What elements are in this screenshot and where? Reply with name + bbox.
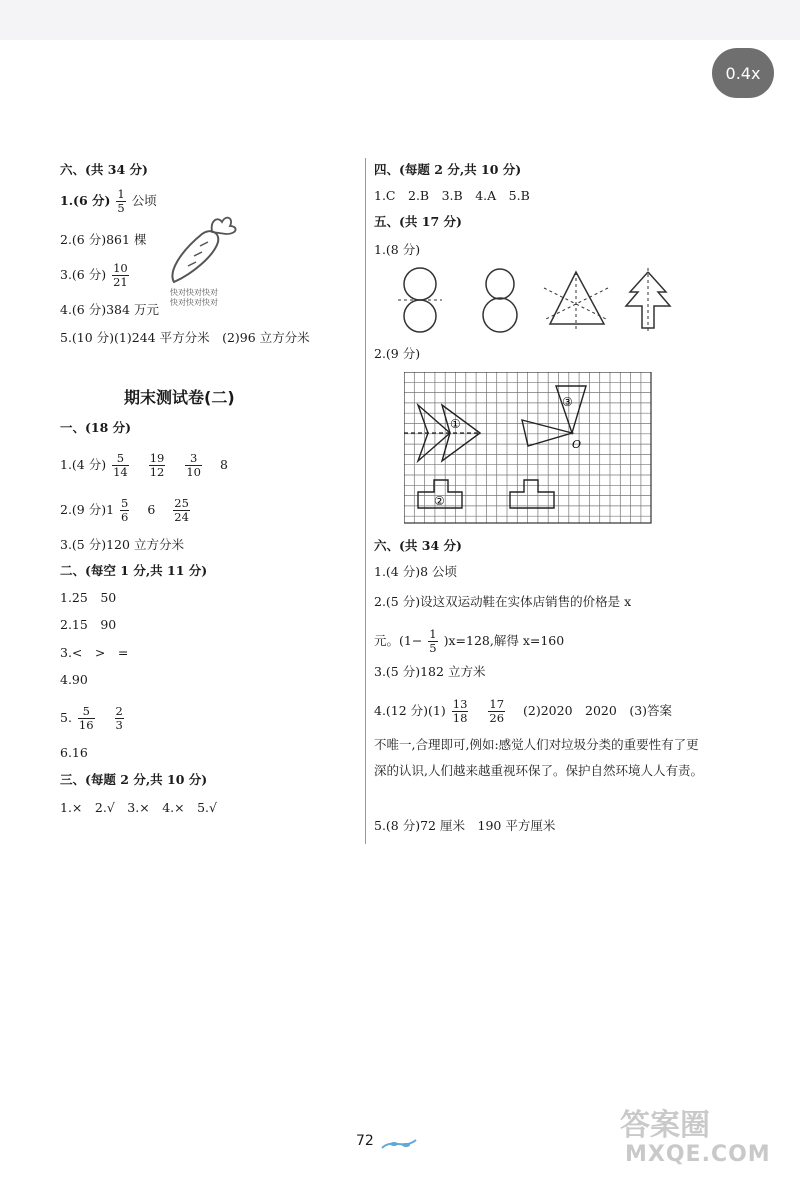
answer-line: 2.(6 分)861 棵 [60, 232, 147, 247]
answer-line: 2.(9 分) [374, 346, 421, 361]
part-5-title: 五、(共 17 分) [374, 214, 462, 229]
fraction: $\frac{1}{5}$ [117, 187, 125, 215]
step-shape-2b [510, 480, 554, 508]
transformation-grid [404, 372, 652, 524]
answer-line: 1.25 50 [60, 590, 117, 605]
triangle-shape [522, 420, 572, 446]
answer-line: 1.(8 分) [374, 242, 421, 257]
triangle-shape-3 [556, 386, 586, 433]
fraction: $\frac{25}{24}$ [174, 496, 189, 524]
answer-line: 2.(5 分)设这双运动鞋在实体店销售的价格是 x [374, 594, 632, 609]
triangle-figure [544, 272, 608, 332]
answer-line: 3.(6 分) $\frac{10}{21}$ [60, 261, 128, 289]
answer-line: 4.(12 分)(1) $\frac{13}{18}$ $\frac{17}{26}$ (2)2020 2020 (3)答案 [374, 697, 673, 725]
tree-figure [626, 268, 670, 334]
answer-line: 3.< > = [60, 645, 129, 660]
zoom-button[interactable]: 0.4x [712, 48, 774, 98]
exam-title: 期末测试卷(二) [124, 388, 235, 407]
fraction: $\frac{5}{6}$ [121, 496, 129, 524]
fraction: $\frac{3}{10}$ [186, 451, 201, 479]
fraction: $\frac{5}{16}$ [78, 704, 94, 732]
part-2-title: 二、(每空 1 分,共 11 分) [60, 563, 208, 578]
fraction: $\frac{17}{26}$ [489, 697, 505, 725]
part-4-title: 四、(每题 2 分,共 10 分) [374, 162, 522, 177]
fraction: $\frac{13}{18}$ [452, 697, 468, 725]
fraction: $\frac{2}{3}$ [115, 704, 123, 732]
answer-line: 元。(1− $\frac{1}{5}$ )x=128,解得 x=160 [374, 627, 565, 655]
carrot-caption: 快对快对快对 快对快对快对 [170, 288, 218, 307]
page-number: 72 [356, 1133, 374, 1149]
answer-line: 4.90 [60, 672, 88, 687]
section-6-title: 六、(共 34 分) [60, 162, 148, 177]
answer-line: 5.(10 分)(1)244 平方分米 (2)96 立方分米 [60, 330, 310, 345]
grid-label-3: ③ [562, 395, 573, 409]
answer-line: 2.(9 分)1 $\frac{5}{6}$ 6 $\frac{25}{24}$ [60, 496, 189, 524]
answer-line: 4.(6 分)384 万元 [60, 302, 159, 317]
leaf-ornament-icon [380, 1134, 420, 1154]
answer-line: 3.(5 分)120 立方分米 [60, 537, 184, 552]
watermark-logo: 答案圈 [620, 1108, 710, 1143]
part-6-title: 六、(共 34 分) [374, 538, 462, 553]
fraction: $\frac{1}{5}$ [429, 627, 437, 655]
answer-line: 1.× 2.√ 3.× 4.× 5.√ [60, 800, 217, 815]
two-circles-figure [398, 268, 442, 332]
fraction: $\frac{19}{12}$ [149, 451, 165, 479]
grid-label-1: ① [450, 417, 461, 431]
watermark-url: MXQE.COM [625, 1142, 771, 1167]
fraction: $\frac{5}{14}$ [113, 451, 128, 479]
grid-label-o: O [572, 438, 582, 451]
answer-line: 5.(8 分)72 厘米 190 平方厘米 [374, 818, 556, 833]
answer-line: 2.15 90 [60, 617, 117, 632]
answer-line: 1.(6 分) $\frac{1}{5}$ 公顷 [60, 187, 157, 215]
grid-label-2: ② [434, 494, 445, 508]
viewer-toolbar [0, 0, 800, 40]
fraction: $\frac{10}{21}$ [113, 261, 128, 289]
answer-line: 3.(5 分)182 立方米 [374, 664, 486, 679]
part-1-title: 一、(18 分) [60, 420, 132, 435]
answer-line: 6.16 [60, 745, 88, 760]
column-divider [365, 158, 366, 844]
figure-eight [483, 269, 517, 332]
answer-paragraph: 不唯一,合理即可,例如:感觉人们对垃圾分类的重要性有了更深的认识,人们越来越重视环保了。保护自然环境人人有责。 [374, 737, 703, 778]
part-3-title: 三、(每题 2 分,共 10 分) [60, 772, 208, 787]
answer-line: 1.(4 分)8 公顷 [374, 564, 458, 579]
carrot-icon [162, 212, 240, 288]
symmetry-figures [398, 266, 678, 336]
answer-line: 1.(4 分) $\frac{5}{14}$ $\frac{19}{12}$ $\frac{3}{10}$ 8 [60, 451, 228, 479]
answer-line: 1.C 2.B 3.B 4.A 5.B [374, 188, 530, 203]
answer-line: 5. $\frac{5}{16}$ $\frac{2}{3}$ [60, 704, 123, 732]
